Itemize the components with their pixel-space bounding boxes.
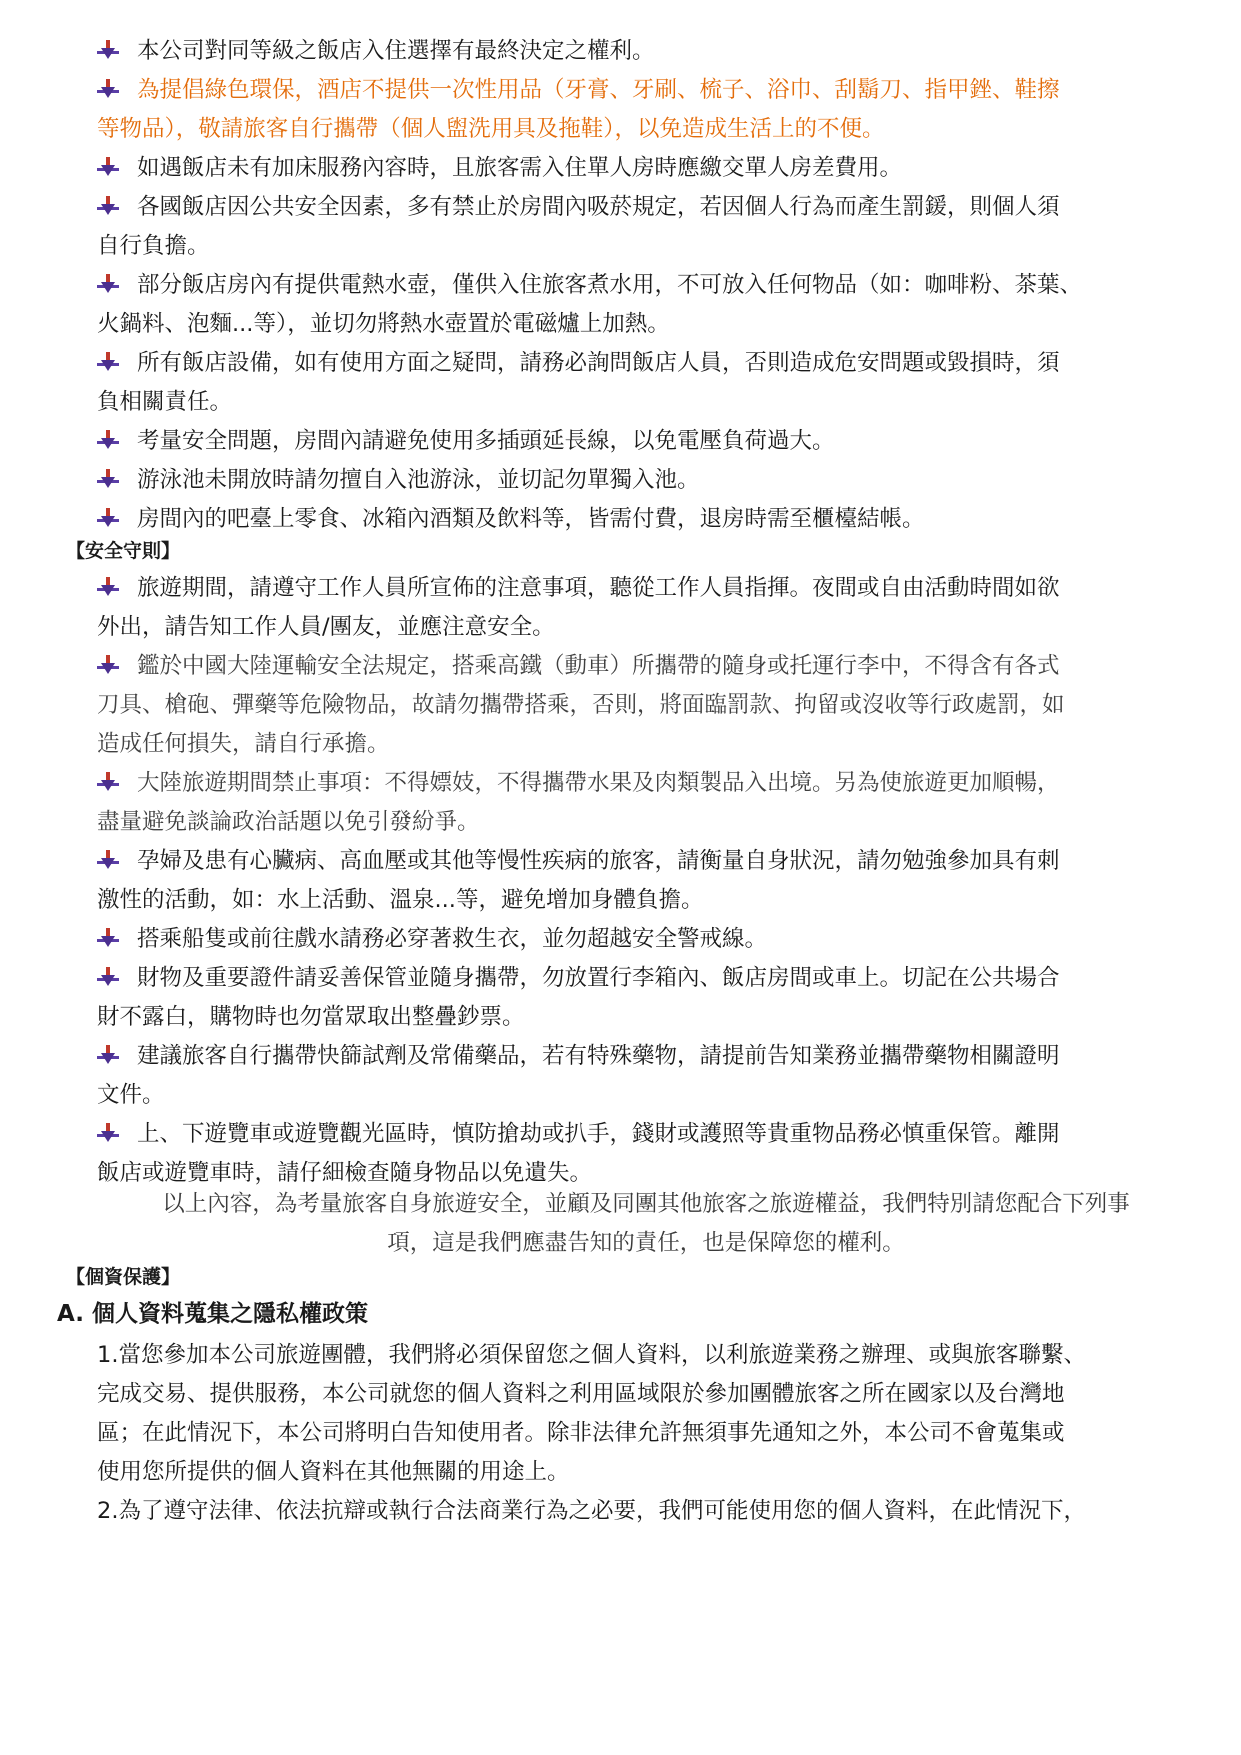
hotel-rule-item	[97, 459, 1177, 502]
hotel-rule-text: 考量安全問題，房間內請避免使用多插頭延長線，以免電壓負荷過大。	[137, 428, 835, 454]
closing-note-line: 以上內容，為考量旅客自身旅遊安全，並顧及同團其他旅客之旅遊權益，我們特別請您配合下列事	[162, 1191, 1130, 1217]
hotel-rule-text: 所有飯店設備，如有使用方面之疑問，請務必詢問飯店人員，否則造成危安問題或毀損時，須	[137, 350, 1060, 376]
down-arrow-bullet-icon	[97, 351, 119, 373]
hotel-rule-text: 為提倡綠色環保，酒店不提供一次性用品（牙膏、牙刷、梳子、浴巾、刮鬍刀、指甲銼、鞋擦	[137, 77, 1060, 103]
closing-note-line: 項，這是我們應盡告知的責任，也是保障您的權利。	[387, 1230, 905, 1256]
safety-rule-text: 財不露白，購物時也勿當眾取出整疊鈔票。	[97, 1004, 525, 1030]
safety-rule-item	[97, 918, 1177, 961]
safety-rule-line	[97, 801, 1177, 844]
safety-rule-text: 鑑於中國大陸運輸安全法規定，搭乘高鐵（動車）所攜帶的隨身或托運行李中，不得含有各式	[137, 653, 1060, 679]
safety-rule-text: 文件。	[97, 1082, 165, 1108]
down-arrow-bullet-icon	[97, 78, 119, 100]
privacy-paragraph-line: 區；在此情況下，本公司將明白告知使用者。除非法律允許無須事先通知之外，本公司不會蒐集或	[97, 1420, 1065, 1446]
safety-rule-text: 搭乘船隻或前往戲水請務必穿著救生衣，並勿超越安全警戒線。	[137, 926, 768, 952]
down-arrow-bullet-icon	[97, 1044, 119, 1066]
hotel-rule-item	[97, 264, 1177, 307]
hotel-rule-item	[97, 30, 1177, 73]
down-arrow-bullet-icon	[97, 654, 119, 676]
hotel-rule-text: 負相關責任。	[97, 389, 233, 415]
hotel-rule-text: 如遇飯店未有加床服務內容時，且旅客需入住單人房時應繳交單人房差費用。	[137, 155, 903, 181]
hotel-rule-line	[97, 225, 1177, 268]
privacy-paragraph-line: 使用您所提供的個人資料在其他無關的用途上。	[97, 1459, 570, 1485]
down-arrow-bullet-icon	[97, 507, 119, 529]
safety-rule-text: 刀具、槍砲、彈藥等危險物品，故請勿攜帶搭乘，否則，將面臨罰款、拘留或沒收等行政處罰，如	[97, 692, 1065, 718]
hotel-rule-line	[97, 381, 1177, 424]
down-arrow-bullet-icon	[97, 771, 119, 793]
safety-rule-line	[97, 996, 1177, 1039]
down-arrow-bullet-icon	[97, 468, 119, 490]
down-arrow-bullet-icon	[97, 156, 119, 178]
hotel-rule-text: 房間內的吧臺上零食、冰箱內酒類及飲料等，皆需付費，退房時需至櫃檯結帳。	[137, 506, 925, 532]
safety-rule-item	[97, 1113, 1177, 1156]
safety-rule-item	[97, 840, 1177, 883]
safety-rule-item	[97, 1035, 1177, 1078]
safety-rule-item	[97, 957, 1177, 1000]
safety-rule-text: 造成任何損失，請自行承擔。	[97, 731, 390, 757]
hotel-rule-item	[97, 342, 1177, 385]
safety-rule-text: 激性的活動，如：水上活動、溫泉...等，避免增加身體負擔。	[97, 887, 704, 913]
privacy-heading: A. 個人資料蒐集之隱私權政策	[57, 1301, 368, 1327]
safety-rule-text: 建議旅客自行攜帶快篩試劑及常備藥品，若有特殊藥物，請提前告知業務並攜帶藥物相關證明	[137, 1043, 1060, 1069]
hotel-rule-text: 各國飯店因公共安全因素，多有禁止於房間內吸菸規定，若因個人行為而產生罰鍰，則個人須	[137, 194, 1060, 220]
privacy-paragraph-line: 1.當您參加本公司旅遊團體，我們將必須保留您之個人資料，以利旅遊業務之辦理、或與旅客聯繫、	[97, 1342, 1086, 1368]
down-arrow-bullet-icon	[97, 576, 119, 598]
hotel-rule-text: 自行負擔。	[97, 233, 210, 259]
hotel-rule-item	[97, 147, 1177, 190]
safety-rule-line	[97, 723, 1177, 766]
hotel-rule-item	[97, 498, 1177, 541]
safety-rule-item	[97, 645, 1177, 688]
down-arrow-bullet-icon	[97, 273, 119, 295]
safety-rule-text: 旅遊期間，請遵守工作人員所宣佈的注意事項，聽從工作人員指揮。夜間或自由活動時間如欲	[137, 575, 1060, 601]
hotel-rule-item	[97, 186, 1177, 229]
safety-rule-text: 財物及重要證件請妥善保管並隨身攜帶，勿放置行李箱內、飯店房間或車上。切記在公共場合	[137, 965, 1060, 991]
safety-rule-line	[97, 879, 1177, 922]
hotel-rule-text: 部分飯店房內有提供電熱水壺，僅供入住旅客煮水用，不可放入任何物品（如：咖啡粉、茶葉、	[137, 272, 1083, 298]
down-arrow-bullet-icon	[97, 966, 119, 988]
privacy-paragraph-line: 2.為了遵守法律、依法抗辯或執行合法商業行為之必要，我們可能使用您的個人資料，在此情況下，	[97, 1498, 1086, 1524]
down-arrow-bullet-icon	[97, 195, 119, 217]
section-title-safety: 【安全守則】	[66, 540, 181, 562]
down-arrow-bullet-icon	[97, 429, 119, 451]
hotel-rule-text: 游泳池未開放時請勿擅自入池游泳，並切記勿單獨入池。	[137, 467, 700, 493]
safety-rule-item	[97, 762, 1177, 805]
safety-rule-text: 孕婦及患有心臟病、高血壓或其他等慢性疾病的旅客，請衡量自身狀況，請勿勉強參加具有刺	[137, 848, 1060, 874]
down-arrow-bullet-icon	[97, 849, 119, 871]
down-arrow-bullet-icon	[97, 1122, 119, 1144]
safety-rule-text: 大陸旅遊期間禁止事項：不得嫖妓，不得攜帶水果及肉類製品入出境。另為使旅遊更加順暢，	[137, 770, 1060, 796]
safety-rule-line	[97, 684, 1177, 727]
hotel-rule-item	[97, 420, 1177, 463]
safety-rule-line	[97, 1074, 1177, 1117]
privacy-paragraph-line: 完成交易、提供服務，本公司就您的個人資料之利用區域限於參加團體旅客之所在國家以及台灣地	[97, 1381, 1065, 1407]
hotel-rule-line	[97, 303, 1177, 346]
section-title-privacy: 【個資保護】	[66, 1266, 181, 1288]
safety-rule-text: 上、下遊覽車或遊覽觀光區時，慎防搶劫或扒手，錢財或護照等貴重物品務必慎重保管。離開	[137, 1121, 1060, 1147]
safety-rule-text: 外出，請告知工作人員/團友，並應注意安全。	[97, 614, 555, 640]
hotel-rule-text: 火鍋料、泡麵...等），並切勿將熱水壺置於電磁爐上加熱。	[97, 311, 670, 337]
safety-rule-text: 盡量避免談論政治話題以免引發紛爭。	[97, 809, 480, 835]
safety-rule-line	[97, 606, 1177, 649]
hotel-rule-line	[97, 108, 1177, 151]
hotel-rule-item	[97, 69, 1177, 112]
hotel-rule-text: 等物品），敬請旅客自行攜帶（個人盥洗用具及拖鞋），以免造成生活上的不便。	[97, 116, 885, 142]
down-arrow-bullet-icon	[97, 927, 119, 949]
hotel-rule-text: 本公司對同等級之飯店入住選擇有最終決定之權利。	[137, 38, 655, 64]
safety-rule-item	[97, 567, 1177, 610]
down-arrow-bullet-icon	[97, 39, 119, 61]
safety-rule-text: 飯店或遊覽車時，請仔細檢查隨身物品以免遺失。	[97, 1160, 593, 1186]
